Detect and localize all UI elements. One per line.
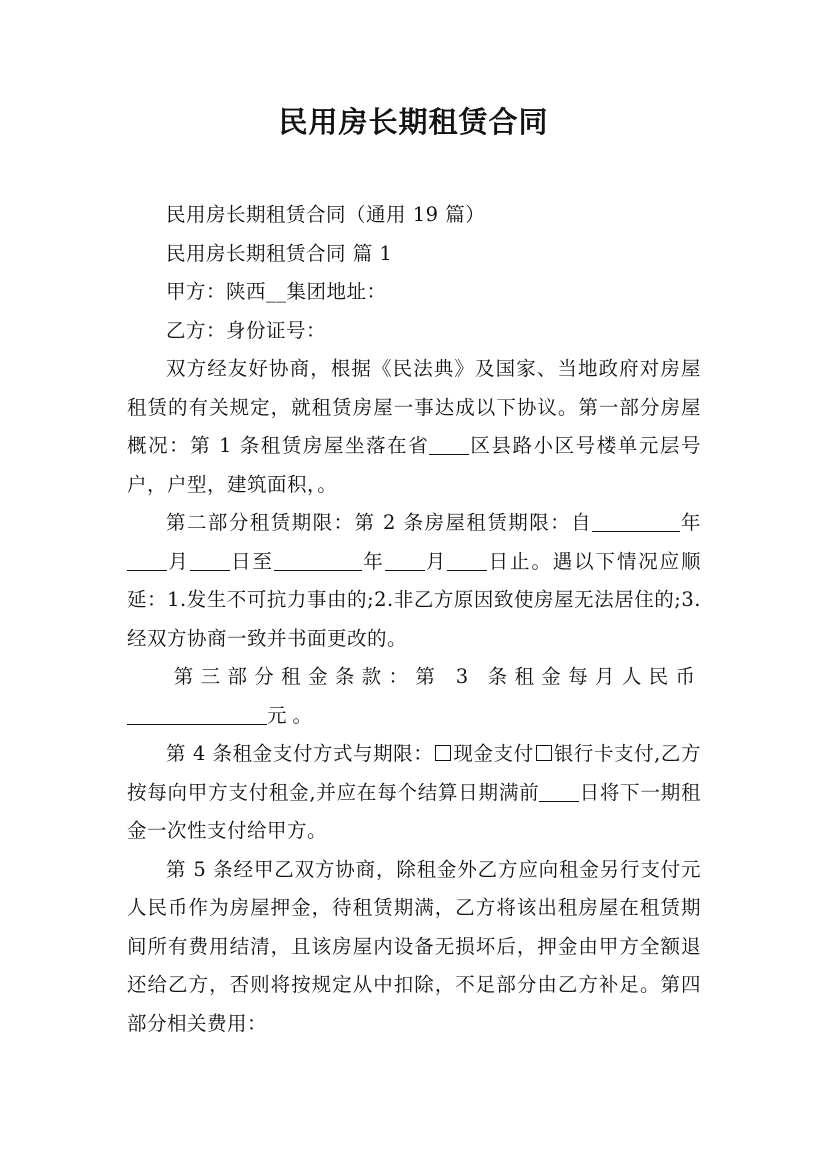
blank-line bbox=[127, 550, 167, 571]
document-body bbox=[127, 196, 701, 1043]
party-b-line: 乙方：身份证号： bbox=[166, 318, 327, 342]
blank-line bbox=[592, 512, 680, 533]
paragraph-payment: 第 4 条租金支付方式与期限： 现金支付 银行卡支付,乙方按每向甲方支付租金,并应在每个结算日期满前 日将下一期租金一次性支付给甲方。 bbox=[127, 742, 701, 842]
subtitle-line: 民用房长期租赁合同（通用 19 篇） bbox=[166, 203, 486, 226]
paragraph-rent: 第三部分租金条款：第 3 条租金每月人民币元。 bbox=[127, 658, 701, 735]
document-title: 民用房长期租赁合同 bbox=[278, 105, 549, 139]
blank-line bbox=[429, 435, 469, 456]
section-heading: 民用房长期租赁合同 篇 1 bbox=[166, 241, 393, 265]
blank-line bbox=[190, 550, 230, 571]
blank-line bbox=[385, 550, 425, 571]
blank-line bbox=[274, 550, 362, 571]
blank-line bbox=[447, 550, 487, 571]
party-a-line: 甲方：陕西__集团地址： bbox=[166, 280, 387, 303]
checkbox-icon bbox=[435, 745, 451, 761]
checkbox-icon bbox=[536, 745, 552, 761]
paragraph-overview: 双方经友好协商，根据《民法典》及国家、当地政府对房屋租赁的有关规定，就租赁房屋一事达成以下协议。第一部分房屋概况：第 1 条租赁房屋坐落在省 区县路小区号楼单元层号户，户型，建筑面积，。 bbox=[127, 357, 701, 496]
paragraph-deposit: 第 5 条经甲乙双方协商，除租金外乙方应向租金另行支付元人民币作为房屋押金，待租赁期满，乙方将该出租房屋在租赁期间所有费用结清，且该房屋内设备无损坏后，押金由甲方全额退还给乙方，否则将按规定从中扣除，不足部分由乙方补足。第四部分相关费用： bbox=[127, 857, 701, 1035]
paragraph-term: 第二部分租赁期限：第 2 条房屋租赁期限：自 年月 日至 年 月 日止。遇以下情况应顺延：1.发生不可抗力事由的;2.非乙方原因致使房屋无法居住的;3.经双方协商一致并书面更改的。 bbox=[127, 511, 701, 650]
blank-line bbox=[539, 781, 579, 802]
blank-line bbox=[127, 704, 267, 725]
